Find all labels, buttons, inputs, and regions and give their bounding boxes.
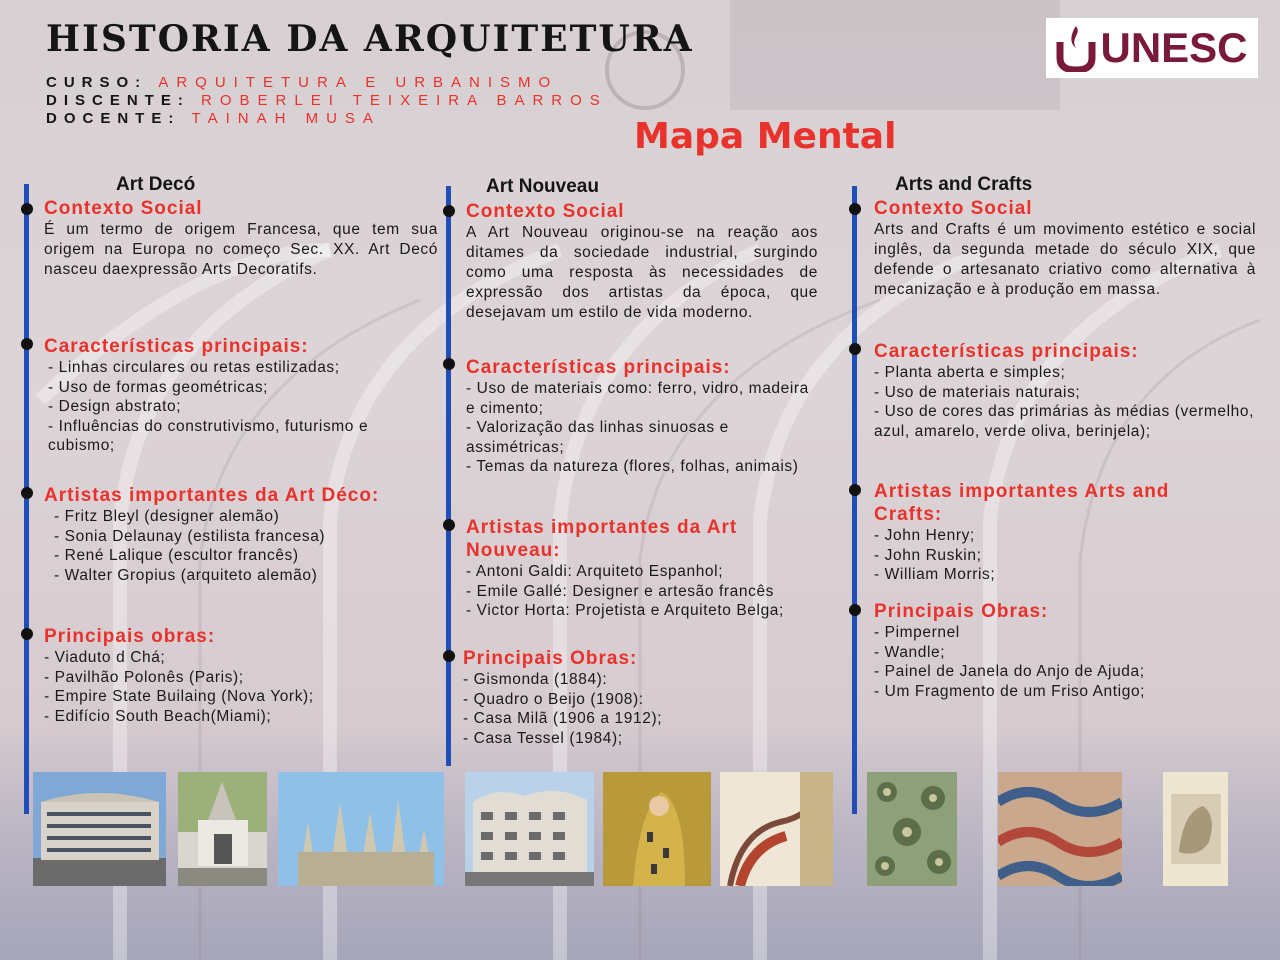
section-caracteristicas-art-deco xyxy=(44,335,438,456)
timeline-dot xyxy=(849,604,861,616)
timeline-dot xyxy=(21,487,33,499)
discente-label: DISCENTE: xyxy=(46,92,190,109)
docente-line xyxy=(46,110,381,127)
section-caracteristicas-arts-crafts xyxy=(874,340,1256,441)
list-item: - Uso de formas geométricas; xyxy=(48,378,269,396)
timeline-dot xyxy=(849,484,861,496)
section-heading: Características principais: xyxy=(466,357,731,378)
list-item: - Painel de Janela do Anjo de Ajuda; xyxy=(874,663,1145,680)
timeline-dot xyxy=(443,650,455,662)
section-contexto-arts-crafts xyxy=(874,197,1256,300)
list-item: - Uso de materiais naturais; xyxy=(874,383,1081,401)
timeline-dot xyxy=(21,338,33,350)
section-heading: Principais Obras: xyxy=(463,648,638,669)
column-title-arts-crafts: Arts and Crafts xyxy=(895,174,1033,195)
list-item: - Empire State Builaing (Nova York); xyxy=(44,688,314,705)
photo-art-nouveau-stair xyxy=(720,772,833,886)
section-contexto-art-deco xyxy=(44,197,438,280)
list-item: - William Morris; xyxy=(874,566,996,583)
list-item: - René Lalique (escultor francês) xyxy=(54,547,299,564)
photo-friso-fragment xyxy=(1163,772,1228,886)
section-heading: Contexto Social xyxy=(466,201,625,222)
list-item: - Um Fragmento de um Friso Antigo; xyxy=(874,682,1146,700)
list-item: - Emile Gallé: Designer e artesão francês xyxy=(466,582,775,600)
list-item: - Antoni Galdi: Arquiteto Espanhol; xyxy=(466,563,724,580)
list-item: - Linhas circulares ou retas estilizadas; xyxy=(48,359,340,376)
list-item: - John Ruskin; xyxy=(874,546,982,564)
list-item: - Design abstrato; xyxy=(48,398,182,415)
logo-text: UNESC xyxy=(1100,24,1248,71)
list-item: - Uso de materiais como: ferro, vidro, madeira e cimento; xyxy=(466,380,809,417)
list-item: - Temas da natureza (flores, folhas, animais) xyxy=(466,458,799,475)
discente-value: ROBERLEI TEIXEIRA BARROS xyxy=(201,92,608,109)
poster-title: HISTORIA DA ARQUITETURA xyxy=(46,18,694,60)
column-title-art-nouveau: Art Nouveau xyxy=(486,176,599,197)
list-item: - Walter Gropius (arquiteto alemão) xyxy=(54,566,318,584)
list-item: - Viaduto d Chá; xyxy=(44,649,166,666)
section-heading: Artistas importantes Arts and Crafts: xyxy=(874,481,1170,525)
docente-label: DOCENTE: xyxy=(46,110,181,127)
mapa-mental-title: Mapa Mental xyxy=(634,116,897,157)
photo-o-beijo-painting xyxy=(603,772,711,886)
list-item: - Sonia Delaunay (estilista francesa) xyxy=(54,527,326,545)
section-text: A Art Nouveau originou-se na reação aos ditames da sociedade industrial, surgindo como uma resposta às necessidades de expressão dos artistas da época, que desejavam um estilo de vida moderno. xyxy=(466,224,818,321)
section-heading: Contexto Social xyxy=(874,198,1033,219)
list-item: - Victor Horta: Projetista e Arquiteto Belga; xyxy=(466,602,784,619)
photo-art-deco-building xyxy=(33,772,166,886)
section-obras-art-deco xyxy=(44,625,438,726)
list-item: - Uso de cores das primárias às médias (vermelho, azul, amarelo, verde oliva, berinjela); xyxy=(874,403,1254,440)
curso-value: ARQUITETURA E URBANISMO xyxy=(158,74,559,91)
timeline-dot xyxy=(443,205,455,217)
timeline-art-nouveau xyxy=(446,186,451,766)
section-heading: Características principais: xyxy=(874,341,1139,362)
photo-wandle-pattern xyxy=(998,772,1122,886)
section-heading: Principais Obras: xyxy=(874,601,1049,622)
section-contexto-art-nouveau xyxy=(466,200,818,323)
docente-value: TAINAH MUSA xyxy=(191,110,381,127)
list-item: - Edifício South Beach(Miami); xyxy=(44,707,272,725)
section-text: Arts and Crafts é um movimento estético e social inglês, da segunda metade do século XIX, que defende o artesanato criativo como alternativa à mecanização e à produção em massa. xyxy=(874,221,1256,298)
photo-pimpernel-pattern xyxy=(867,772,957,886)
photo-gothic-cathedral xyxy=(278,772,444,886)
section-text: É um termo de origem Francesa, que tem sua origem na Europa no começo Sec. XX. Art Decó nasceu daexpressão Arts Decoratifs. xyxy=(44,221,438,278)
list-item: - Casa Tessel (1984); xyxy=(463,729,623,747)
section-obras-art-nouveau xyxy=(463,647,815,748)
section-heading: Artistas importantes da Art Nouveau: xyxy=(466,517,738,561)
list-item: - Quadro o Beijo (1908): xyxy=(463,690,644,708)
section-artistas-arts-crafts xyxy=(874,480,1214,585)
list-item: - Wandle; xyxy=(874,643,946,661)
column-title-art-deco: Art Decó xyxy=(116,174,196,195)
timeline-arts-crafts xyxy=(852,186,857,814)
list-item: - Valorização das linhas sinuosas e assimétricas; xyxy=(466,419,729,456)
section-obras-arts-crafts xyxy=(874,600,1256,701)
section-heading: Principais obras: xyxy=(44,626,216,647)
section-artistas-art-nouveau xyxy=(466,516,818,621)
list-item: - Influências do construtivismo, futurismo e cubismo; xyxy=(48,417,369,454)
section-heading: Artistas importantes da Art Déco: xyxy=(44,485,380,506)
photo-pavilion xyxy=(178,772,267,886)
unesc-logo xyxy=(1046,18,1258,78)
list-item: - Pavilhão Polonês (Paris); xyxy=(44,668,244,686)
section-heading: Características principais: xyxy=(44,336,309,357)
list-item: - Planta aberta e simples; xyxy=(874,364,1066,381)
timeline-dot xyxy=(849,343,861,355)
discente-line xyxy=(46,92,608,109)
timeline-dot xyxy=(443,358,455,370)
timeline-dot xyxy=(21,203,33,215)
section-artistas-art-deco xyxy=(44,484,438,585)
list-item: - Casa Milã (1906 a 1912); xyxy=(463,710,663,727)
list-item: - Pimpernel xyxy=(874,624,960,641)
timeline-dot xyxy=(849,203,861,215)
list-item: - Fritz Bleyl (designer alemão) xyxy=(54,508,280,525)
timeline-art-deco xyxy=(24,184,29,814)
list-item: - Gismonda (1884): xyxy=(463,671,608,688)
section-heading: Contexto Social xyxy=(44,198,203,219)
section-caracteristicas-art-nouveau xyxy=(466,356,818,477)
photo-casa-mila xyxy=(465,772,594,886)
curso-label: CURSO: xyxy=(46,74,148,91)
list-item: - John Henry; xyxy=(874,527,975,544)
unesc-flame-icon xyxy=(1056,24,1096,72)
timeline-dot xyxy=(443,519,455,531)
timeline-dot xyxy=(21,628,33,640)
curso-line xyxy=(46,74,558,91)
